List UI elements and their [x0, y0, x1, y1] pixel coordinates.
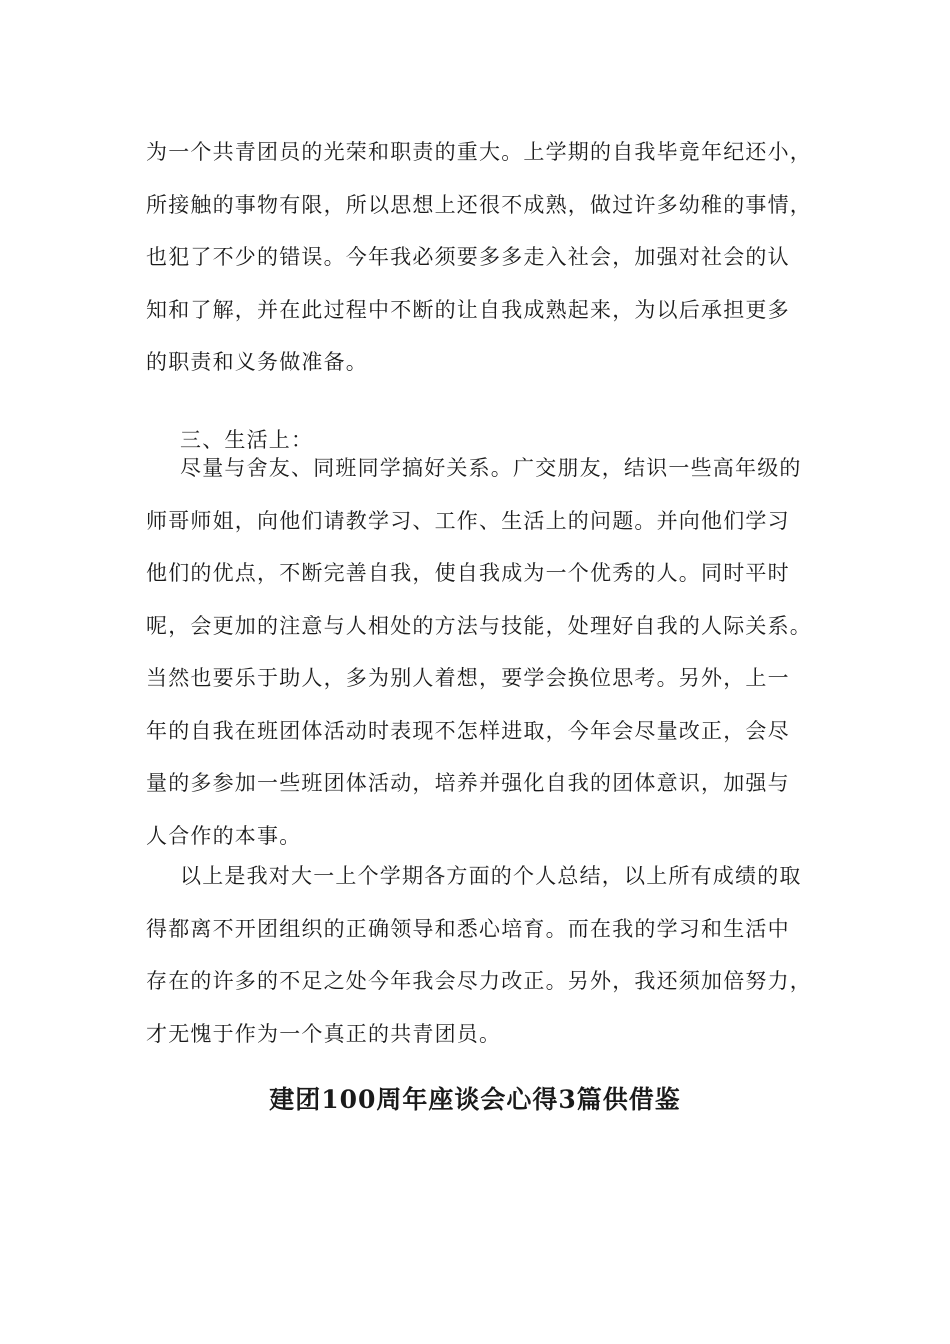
text-line: 人合作的本事。 — [146, 823, 302, 848]
text-line: 师哥师姐，向他们请教学习、工作、生活上的问题。并向他们学习 — [146, 508, 790, 533]
text-line: 量的多参加一些班团体活动，培养并强化自我的团体意识，加强与 — [146, 771, 790, 795]
text-line: 才无愧于作为一个真正的共青团员。 — [146, 1021, 502, 1046]
text-line: 也犯了不少的错误。今年我必须要多多走入社会，加强对社会的认 — [146, 245, 790, 269]
text-line: 呢，会更加的注意与人相处的方法与技能，处理好自我的人际关系。 — [146, 613, 812, 638]
text-line: 当然也要乐于助人，多为别人着想，要学会换位思考。另外，上一 — [146, 666, 790, 690]
paragraph-responsibility — [146, 126, 826, 389]
text-line: 尽量与舍友、同班同学搞好关系。广交朋友，结识一些高年级的 — [180, 456, 802, 480]
text-line: 年的自我在班团体活动时表现不怎样进取，今年会尽量改正，会尽 — [146, 718, 790, 743]
text-line: 以上是我对大一上个学期各方面的个人总结，以上所有成绩的取 — [180, 864, 802, 888]
paragraph-summary — [146, 850, 826, 1060]
text-line: 知和了解，并在此过程中不断的让自我成熟起来，为以后承担更多 — [146, 297, 790, 322]
text-line: 存在的许多的不足之处今年我会尽力改正。另外，我还须加倍努力， — [146, 969, 812, 993]
article-title: 建团100周年座谈会心得3篇供借鉴 — [269, 1085, 681, 1114]
text-line: 得都离不开团组织的正确领导和悉心培育。而在我的学习和生活中 — [146, 916, 790, 941]
text-line: 所接触的事物有限，所以思想上还很不成熟，做过许多幼稚的事情， — [146, 192, 812, 217]
text-line: 他们的优点，不断完善自我，使自我成为一个优秀的人。同时平时 — [146, 561, 790, 585]
section-heading-life: 三、生活上： — [180, 428, 314, 452]
text-line: 的职责和义务做准备。 — [146, 350, 368, 374]
text-line: 为一个共青团员的光荣和职责的重大。上学期的自我毕竟年纪还小， — [146, 140, 812, 164]
paragraph-life — [146, 442, 826, 862]
